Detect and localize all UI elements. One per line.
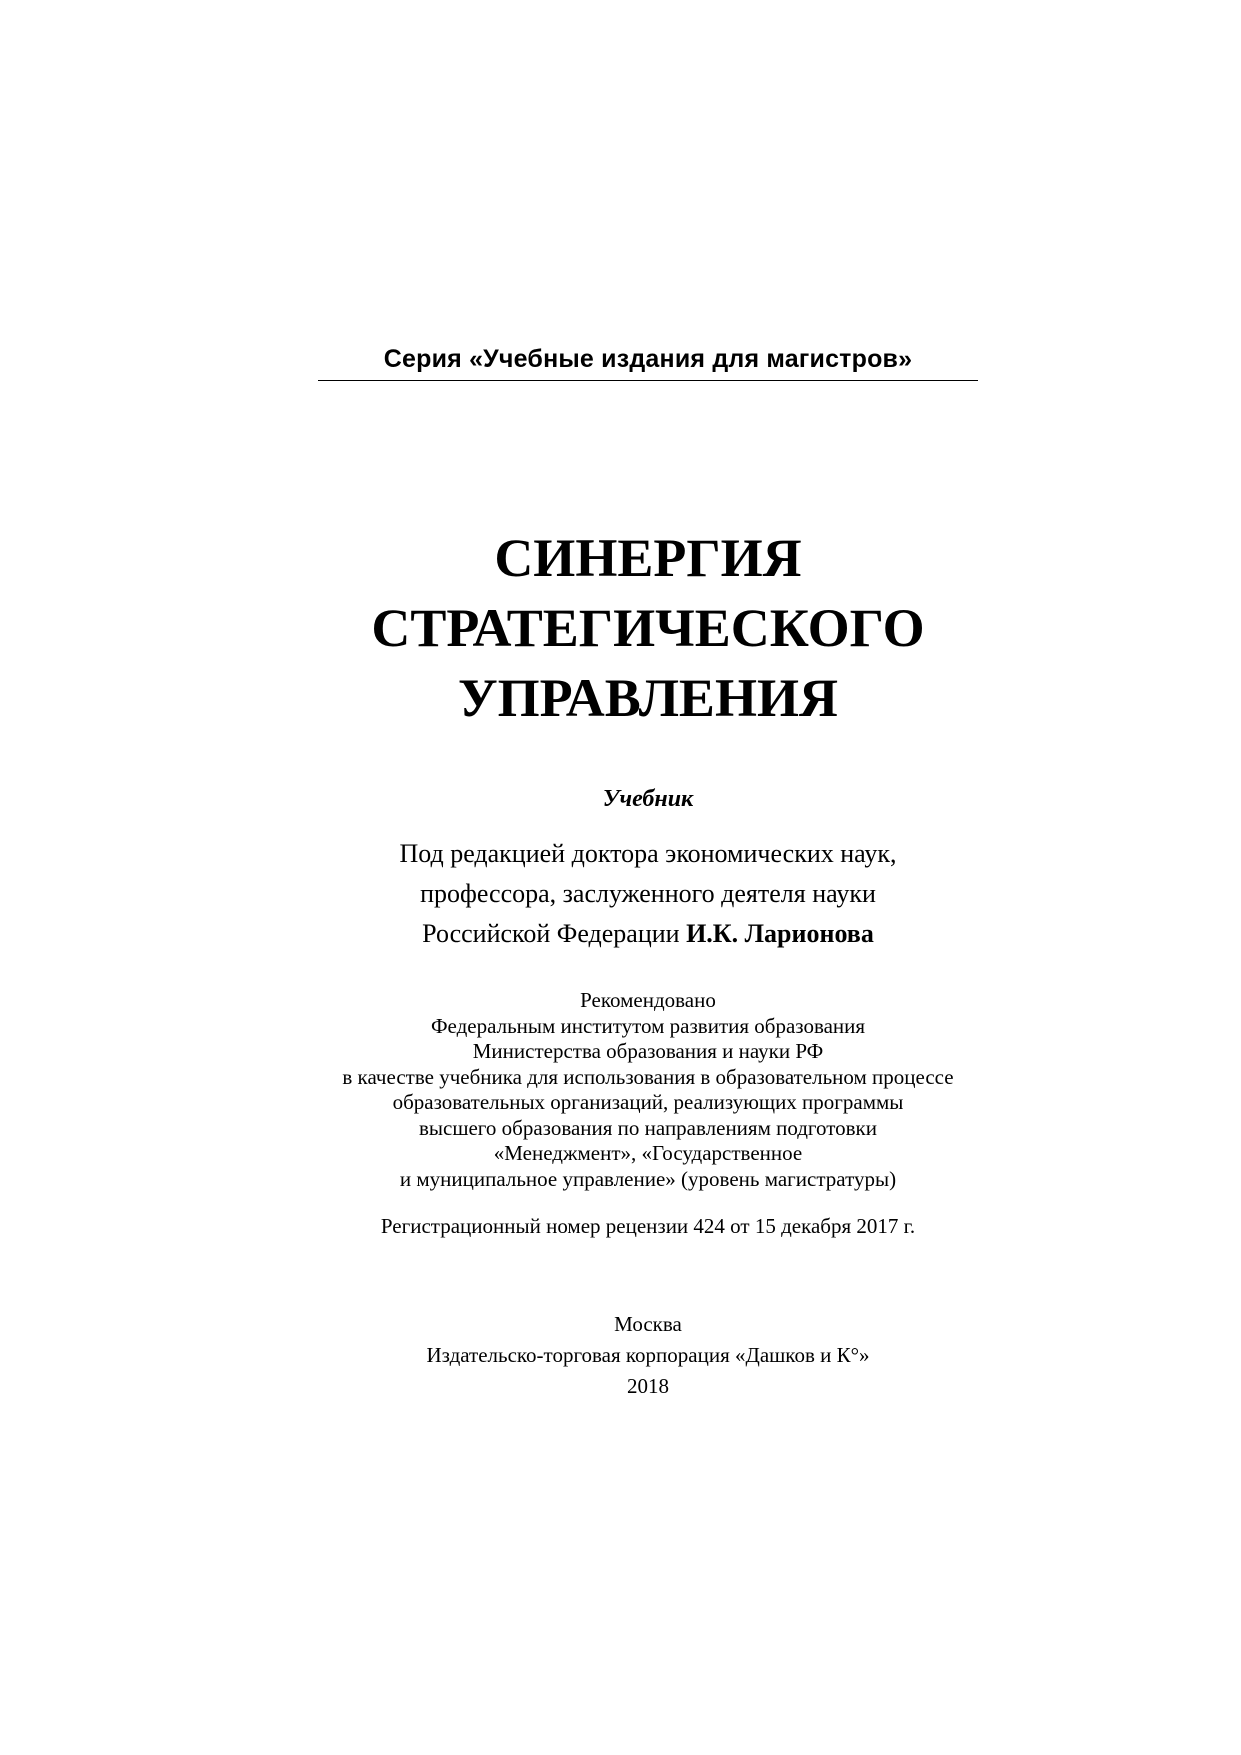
editor-line: профессора, заслуженного деятеля науки <box>420 879 876 908</box>
recommendation-line: Рекомендовано <box>580 988 716 1012</box>
recommendation-line: высшего образования по направлениям подготовки <box>418 1115 878 1140</box>
imprint-publisher: Издательско-торговая корпорация «Дашков и К°» <box>426 1343 870 1367</box>
editor-line-prefix: Российской Федерации <box>422 919 680 948</box>
imprint-year: 2018 <box>627 1374 669 1398</box>
recommendation-line: в качестве учебника для использования в образовательном процессе <box>342 1064 954 1089</box>
recommendation-block <box>250 988 1046 1192</box>
book-title-line: СТРАТЕГИЧЕСКОГО <box>371 598 925 658</box>
recommendation-line: и муниципальное управление» (уровень магистратуры) <box>399 1166 897 1191</box>
review-registration: Регистрационный номер рецензии 424 от 15 декабря 2017 г. <box>380 1214 916 1238</box>
editor-line <box>250 914 1046 954</box>
editor-statement <box>250 834 1046 954</box>
recommendation-line: Министерства образования и науки РФ <box>472 1039 824 1063</box>
series-divider <box>318 380 978 381</box>
imprint <box>250 1309 1046 1402</box>
book-title <box>200 523 1096 733</box>
recommendation-line: образовательных организаций, реализующих программы <box>392 1090 904 1114</box>
editor-line: Под редакцией доктора экономических наук, <box>399 839 897 868</box>
recommendation-line: Федеральным институтом развития образования <box>430 1013 866 1038</box>
imprint-city: Москва <box>614 1312 682 1336</box>
recommendation-line: «Менеджмент», «Государственное <box>493 1141 803 1165</box>
book-title-line: СИНЕРГИЯ <box>494 528 802 588</box>
book-title-line: УПРАВЛЕНИЯ <box>458 668 838 728</box>
series-heading: Серия «Учебные издания для магистров» <box>383 345 913 373</box>
book-genre: Учебник <box>602 786 694 812</box>
editor-name: И.К. Ларионова <box>686 919 874 948</box>
